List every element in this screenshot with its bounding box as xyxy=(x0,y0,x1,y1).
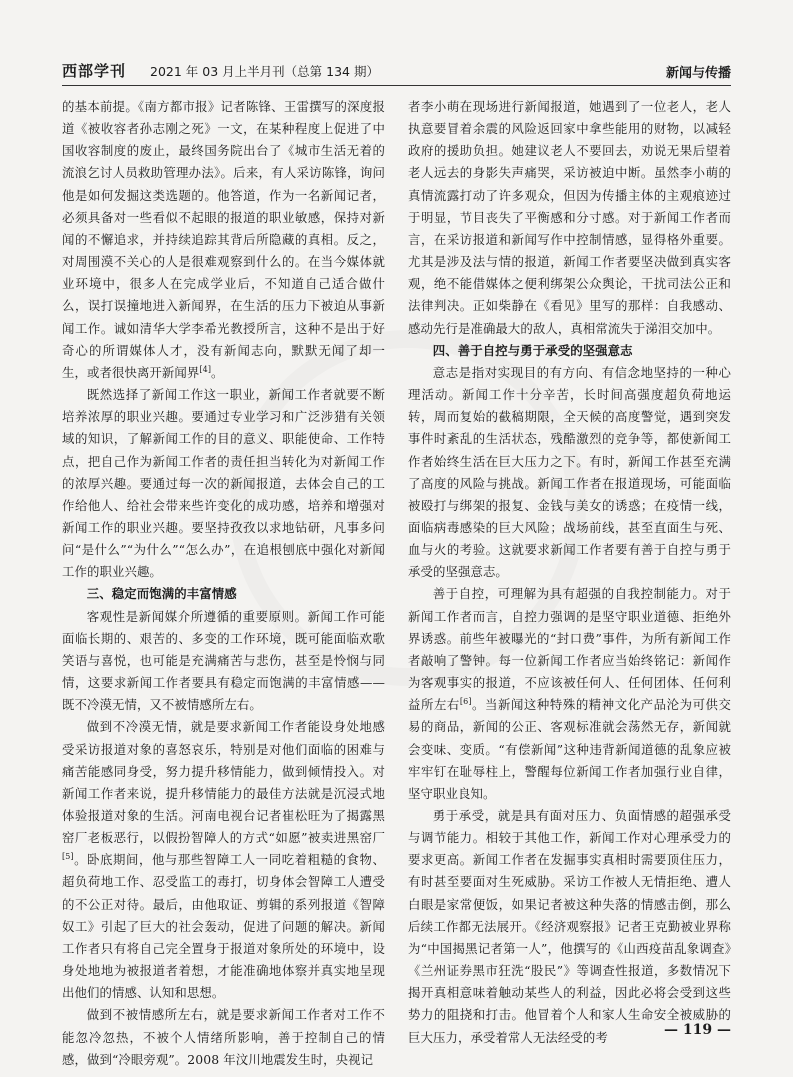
paragraph-text-tail: 。当新闻这种特殊的精神文化产品沦为可供交易的商品，新闻的公正、客观标准就会荡然无存，新闻就会变味、变质。“有偿新闻”这种违背新闻道德的乱象应被牢牢钉在耻辱柱上，警醒每位新闻工作者加强行业自律，坚守职业良知。 xyxy=(408,697,732,801)
paragraph-text-tail: 。卧底期间，他与那些智障工人一同吃着粗糙的食物、超负荷地工作、忍受监工的毒打，切身体会智障工人遭受的不公正对待。最后，由他取证、剪辑的系列报道《智障奴工》引起了巨大的社会轰动，促进了问题的解决。新闻工作者只有将自己完全置身于报道对象所处的环境中，设身处地地为被报道者着想，才能准确地体察并真实地呈现出他们的情感、认知和思想。 xyxy=(62,852,385,1001)
citation-marker: [6] xyxy=(459,697,472,707)
paragraph xyxy=(62,96,385,384)
section-heading xyxy=(408,340,731,362)
paragraph xyxy=(408,362,731,584)
paragraph-text: 既然选择了新闻工作这一职业，新闻工作者就要不断培养浓厚的职业兴趣。要通过专业学习和广泛涉猎有关领域的知识，了解新闻工作的目的意义、职能使命、工作特点，把自己作为新闻工作者的责任担当转化为对新闻工作的浓厚兴趣。要通过每一次的新闻报道，去体会自己的工作给他人、给社会带来些许变化的成功感，培养和增强对新闻工作的职业兴趣。要坚持孜孜以求地钻研，凡事多问问“是什么”“为什么”“怎么办”，在追根刨底中强化对新闻工作的职业兴趣。 xyxy=(62,387,385,580)
paragraph-text: 者李小萌在现场进行新闻报道，她遇到了一位老人，老人执意要冒着余震的风险返回家中拿些能用的财物，以减轻政府的援助负担。她建议老人不要回去，劝说无果后望着老人远去的身影失声痛哭，采访被迫中断。虽然李小萌的真情流露打动了许多观众，但因为传播主体的主观痕迹过于明显，节目丧失了平衡感和分寸感。对于新闻工作者而言，在采访报道和新闻写作中控制情感，显得格外重要。尤其是涉及法与情的报道，新闻工作者要坚决做到真实客观，绝不能借媒体之便利绑架公众舆论，干扰司法公正和法律判决。正如柴静在《看见》里写的那样：自我感动、感动先行是准确最大的敌人，真相常流失于涕泪交加中。 xyxy=(408,99,731,336)
paragraph xyxy=(408,805,731,1049)
citation-marker: [5] xyxy=(62,852,74,862)
right-column xyxy=(408,96,731,1049)
paragraph-text: 做到不冷漠无情，就是要求新闻工作者能设身处地感受采访报道对象的喜怒哀乐，特别是对他们面临的困难与痛苦能感同身受，努力提升移情能力，做到倾情投入。对新闻工作者来说，提升移情能力的最佳方法就是沉浸式地体验报道对象的生活。河南电视台记者崔松旺为了揭露黑窑厂老板恶行，以假扮智障人的方式“如愿”被卖进黑窑厂 xyxy=(62,719,385,846)
paragraph-text-tail: 。 xyxy=(211,364,224,380)
citation-marker: [4] xyxy=(199,364,212,374)
paragraph-text: 意志是指对实现目的有方向、有信念地坚持的一种心理活动。新闻工作十分辛苦，长时间高强度超负荷地运转，周而复始的截稿期限，全天候的高度警觉，遇到突发事件时紊乱的生活状态，残酷激烈的竞争等，都使新闻工作者始终生活在巨大压力之下。有时，新闻工作甚至充满了高度的风险与挑战。新闻工作者在报道现场，可能面临被殴打与绑架的报复、金钱与美女的诱惑；在疫情一线，面临病毒感染的巨大风险；战场前线，甚至直面生与死、血与火的考验。这就要求新闻工作者要有善于自控与勇于承受的坚强意志。 xyxy=(408,364,731,580)
page-header xyxy=(62,58,731,80)
paragraph xyxy=(62,384,385,583)
section-label: 新闻与传播 xyxy=(665,66,731,81)
paragraph-text: 四、善于自控与勇于承受的坚强意志 xyxy=(432,342,633,358)
page-number: — 119 — xyxy=(664,1022,731,1038)
paragraph xyxy=(408,583,731,805)
paragraph-text: 善于自控，可理解为具有超强的自我控制能力。对于新闻工作者而言，自控力强调的是坚守职业道德、拒绝外界诱惑。前些年被曝光的“封口费”事件，为所有新闻工作者敲响了警钟。每一位新闻工作者应当始终铭记：新闻作为客观事实的报道，不应该被任何人、任何团体、任何利益所左右 xyxy=(408,586,731,713)
paragraph xyxy=(62,606,385,717)
paragraph xyxy=(62,1004,385,1070)
header-rule xyxy=(62,85,731,86)
issue-info: 2021 年 03 月上半月刊（总第 134 期） xyxy=(150,64,379,79)
journal-logo: 西部学刊 xyxy=(62,62,127,80)
paragraph-text: 客观性是新闻媒介所遵循的重要原则。新闻工作可能面临长期的、艰苦的、多变的工作环境，既可能面临欢歌笑语与喜悦，也可能是充满痛苦与悲伤，甚至是怜悯与同情，这要求新闻工作者要具有稳定而饱满的丰富情感——既不冷漠无情，又不被情感所左右。 xyxy=(62,608,385,713)
paragraph-text: 做到不被情感所左右，就是要求新闻工作者对工作不能忽冷忽热，不被个人情绪所影响，善于控制自己的情感，做到“冷眼旁观”。2008 年汶川地震发生时，央视记 xyxy=(62,1007,385,1067)
paragraph-text: 三、稳定而饱满的丰富情感 xyxy=(86,586,237,602)
section-heading xyxy=(62,583,385,605)
paragraph-text: 勇于承受，就是具有面对压力、负面情感的超强承受与调节能力。相较于其他工作，新闻工作对心理承受力的要求更高。新闻工作者在发掘事实真相时需要顶住压力，有时甚至要面对生死威胁。采访工作被人无情拒绝、遭人白眼是家常便饭，如果记者被这种失落的情感击倒，那么后续工作都无法展开。《经济观察报》记者王克勤被业界称为“中国揭黑记者第一人”，他撰写的《山西疫苗乱象调查》《兰州证券黑市狂洗“股民”》等调查性报道，多数情况下揭开真相意味着触动某些人的利益，因此必将会受到这些势力的阻挠和打击。他冒着个人和家人生命安全被威胁的巨大压力，承受着常人无法经受的考 xyxy=(408,808,731,1045)
left-column xyxy=(62,96,385,1071)
paragraph xyxy=(62,716,385,1004)
paragraph-text: 的基本前提。《南方都市报》记者陈锋、王雷撰写的深度报道《被收容者孙志刚之死》一文，在某种程度上促进了中国收容制度的废止，最终国务院出台了《城市生活无着的流浪乞讨人员救助管理办法》。后来，有人采访陈锋，询问他是如何发掘这类选题的。他答道，作为一名新闻记者，必须具备对一些看似不起眼的报道的职业敏感，保持对新闻的不懈追求，并持续追踪其背后所隐藏的真相。反之，对周围漠不关心的人是很难观察到什么的。在当今媒体就业环境中，很多人在完成学业后，不知道自己适合做什么，误打误撞地进入新闻界，在生活的压力下被迫从事新闻工作。诚如清华大学李希光教授所言，这种不是出于好奇心的所谓媒体人才，没有新闻志向，默默无闻了却一生，或者很快离开新闻界 xyxy=(62,99,385,380)
paragraph xyxy=(408,96,731,340)
